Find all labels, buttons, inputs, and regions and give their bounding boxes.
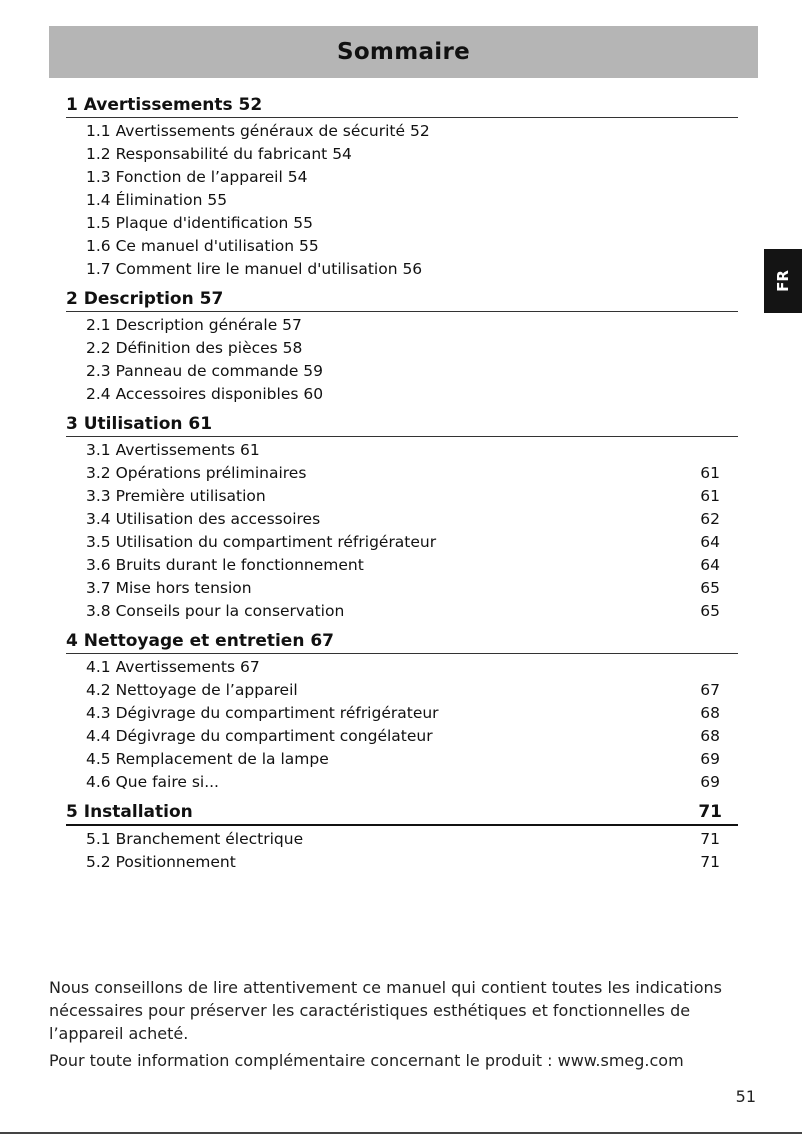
- toc-section-title: 1 Avertissements 52: [66, 95, 263, 115]
- toc-entry-title: 4.2 Nettoyage de l’appareil: [86, 681, 298, 699]
- toc-entry[interactable]: [86, 383, 738, 406]
- toc-entry-page: [680, 258, 738, 281]
- toc-entry-title: 2.3 Panneau de commande 59: [86, 362, 324, 380]
- toc-section-heading[interactable]: [66, 627, 738, 654]
- toc-section-page: 71: [698, 802, 722, 822]
- toc-entry-page: [680, 189, 738, 212]
- toc-entry-page: 61: [700, 464, 720, 482]
- toc-section-title: 3 Utilisation 61: [66, 414, 213, 434]
- toc-section: [66, 798, 738, 878]
- toc-entry-page: [680, 360, 738, 383]
- toc-entry-title: 1.3 Fonction de l’appareil 54: [86, 168, 308, 186]
- toc-entry[interactable]: [86, 212, 738, 235]
- toc-entry[interactable]: [86, 656, 738, 679]
- toc-entry-page: [680, 337, 738, 360]
- toc-section-heading[interactable]: [66, 91, 738, 118]
- toc-entry-title: 1.7 Comment lire le manuel d'utilisation 56: [86, 260, 423, 278]
- toc-entry[interactable]: [86, 851, 738, 874]
- toc-entry[interactable]: [86, 120, 738, 143]
- toc-entry-title: 3.2 Opérations préliminaires: [86, 464, 307, 482]
- toc-entry-title: 4.5 Remplacement de la lampe: [86, 750, 329, 768]
- toc-entry[interactable]: [86, 360, 738, 383]
- toc-entry-page: [680, 383, 738, 406]
- toc-entry-page: [680, 656, 738, 679]
- toc-entry[interactable]: [86, 702, 738, 725]
- toc-entry-title: 1.6 Ce manuel d'utilisation 55: [86, 237, 319, 255]
- toc-entry[interactable]: [86, 143, 738, 166]
- page-title: Sommaire: [336, 39, 471, 65]
- toc-entry-title: 4.1 Avertissements 67: [86, 658, 260, 676]
- toc-entry[interactable]: [86, 577, 738, 600]
- toc-entry-page: [680, 166, 738, 189]
- toc-entry[interactable]: [86, 485, 738, 508]
- toc-entry-page: [680, 120, 738, 143]
- toc-entry-page: 69: [700, 750, 720, 768]
- toc-entry-title: 4.3 Dégivrage du compartiment réfrigérateur: [86, 704, 439, 722]
- toc-entry[interactable]: [86, 166, 738, 189]
- toc-entry-page: 61: [700, 487, 720, 505]
- toc-entry-page: 65: [700, 579, 720, 597]
- toc-entry-title: 5.2 Positionnement: [86, 853, 236, 871]
- toc-entry-page: [680, 439, 738, 462]
- toc-entry-list: [66, 437, 738, 627]
- toc-entry-page: 62: [700, 510, 720, 528]
- toc-entry[interactable]: [86, 337, 738, 360]
- toc-entry-page: 68: [700, 704, 720, 722]
- toc-entry[interactable]: [86, 439, 738, 462]
- toc-section: [66, 627, 738, 798]
- toc-entry-title: 1.1 Avertissements généraux de sécurité 52: [86, 122, 430, 140]
- toc-entry[interactable]: [86, 771, 738, 794]
- toc-entry[interactable]: [86, 462, 738, 485]
- toc-section-title: 2 Description 57: [66, 289, 224, 309]
- toc-entry-title: 3.7 Mise hors tension: [86, 579, 252, 597]
- toc-entry-page: 64: [700, 533, 720, 551]
- language-tab: [764, 249, 802, 313]
- header-band: [49, 26, 758, 78]
- toc-entry-page: [680, 143, 738, 166]
- toc-entry[interactable]: [86, 531, 738, 554]
- toc-entry-title: 2.4 Accessoires disponibles 60: [86, 385, 324, 403]
- toc-entry-title: 3.5 Utilisation du compartiment réfrigérateur: [86, 533, 437, 551]
- toc-entry-page: 69: [700, 773, 720, 791]
- toc-entry-title: 4.6 Que faire si...: [86, 773, 219, 791]
- toc-entry-title: 4.4 Dégivrage du compartiment congélateur: [86, 727, 433, 745]
- toc-section: [66, 410, 738, 627]
- toc-section-heading[interactable]: [66, 798, 738, 826]
- intro-text: [49, 976, 749, 1076]
- toc-entry-list: [66, 118, 738, 285]
- toc-entry-page: 65: [700, 602, 720, 620]
- bottom-rule: [0, 1132, 802, 1134]
- table-of-contents: [66, 91, 738, 878]
- toc-entry-page: [680, 212, 738, 235]
- toc-entry-title: 2.2 Définition des pièces 58: [86, 339, 303, 357]
- toc-entry[interactable]: [86, 314, 738, 337]
- toc-entry-title: 3.8 Conseils pour la conservation: [86, 602, 345, 620]
- toc-entry[interactable]: [86, 748, 738, 771]
- toc-entry-page: 67: [700, 681, 720, 699]
- toc-section-title: 4 Nettoyage et entretien 67: [66, 631, 335, 651]
- intro-paragraph: Nous conseillons de lire attentivement ce manuel qui contient toutes les indications nécessaires pour préserver les caractéristiques esthétiques et fonctionnelles de l’appareil acheté.: [49, 978, 722, 1043]
- toc-section: [66, 91, 738, 285]
- toc-entry[interactable]: [86, 554, 738, 577]
- toc-entry-title: 3.3 Première utilisation: [86, 487, 266, 505]
- toc-entry-list: [66, 312, 738, 410]
- toc-entry-page: 68: [700, 727, 720, 745]
- toc-entry[interactable]: [86, 725, 738, 748]
- toc-section-heading[interactable]: [66, 285, 738, 312]
- toc-entry-page: 71: [700, 830, 720, 848]
- toc-section-title: 5 Installation: [66, 802, 193, 822]
- toc-entry-title: 3.4 Utilisation des accessoires: [86, 510, 321, 528]
- website-paragraph: Pour toute information complémentaire concernant le produit : www.smeg.com: [49, 1051, 684, 1070]
- toc-entry-list: [66, 826, 738, 878]
- toc-entry[interactable]: [86, 679, 738, 702]
- language-tab-label: FR: [773, 270, 792, 292]
- toc-entry-title: 1.5 Plaque d'identification 55: [86, 214, 313, 232]
- toc-entry-title: 1.2 Responsabilité du fabricant 54: [86, 145, 352, 163]
- toc-entry-title: 1.4 Élimination 55: [86, 191, 228, 209]
- toc-entry-page: 71: [700, 853, 720, 871]
- toc-entry[interactable]: [86, 235, 738, 258]
- toc-entry[interactable]: [86, 508, 738, 531]
- toc-section-heading[interactable]: [66, 410, 738, 437]
- toc-entry-page: 64: [700, 556, 720, 574]
- toc-entry[interactable]: [86, 258, 738, 281]
- toc-entry[interactable]: [86, 828, 738, 851]
- page-number: 51: [735, 1087, 756, 1106]
- toc-entry-title: 3.1 Avertissements 61: [86, 441, 260, 459]
- toc-entry-list: [66, 654, 738, 798]
- toc-entry-page: [680, 235, 738, 258]
- toc-entry-title: 3.6 Bruits durant le fonctionnement: [86, 556, 364, 574]
- toc-section: [66, 285, 738, 410]
- toc-entry-page: [680, 314, 738, 337]
- toc-entry[interactable]: [86, 189, 738, 212]
- toc-entry-title: 2.1 Description générale 57: [86, 316, 302, 334]
- toc-entry-title: 5.1 Branchement électrique: [86, 830, 304, 848]
- toc-entry[interactable]: [86, 600, 738, 623]
